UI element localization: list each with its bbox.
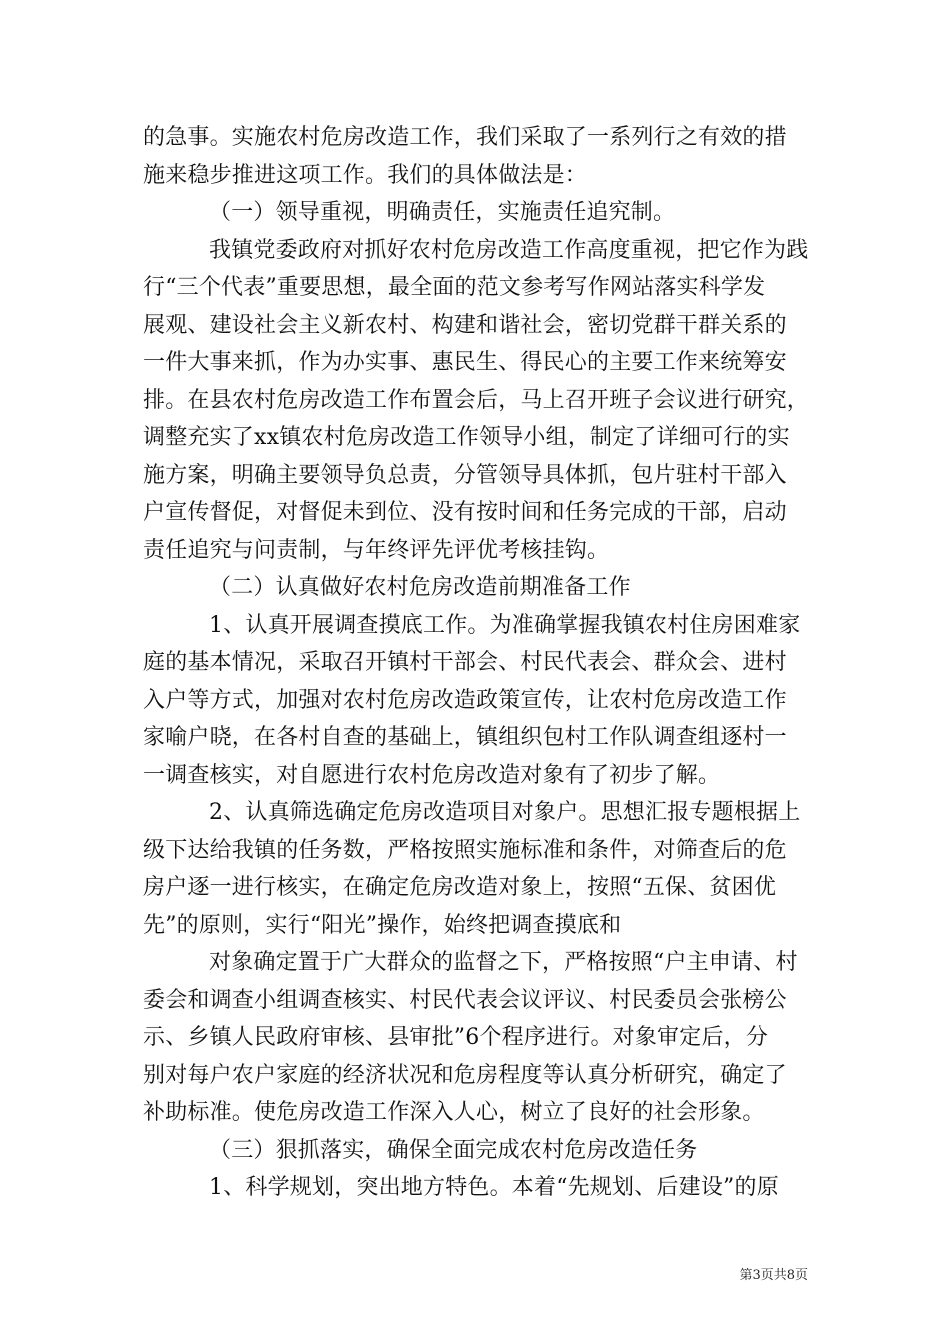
document-body	[143, 119, 823, 1207]
text-line: （一）领导重视，明确责任，实施责任追究制。	[209, 200, 676, 225]
text-line: 别对每户农户家庭的经济状况和危房程度等认真分析研究，确定了	[143, 1062, 787, 1088]
text-line: 一调查核实，对自愿进行农村危房改造对象有了初步了解。	[143, 762, 721, 788]
text-line: 施方案，明确主要领导负总责，分管领导具体抓，包片驻村干部入	[143, 462, 787, 488]
text-line: 行“三个代表”重要思想，最全面的范文参考写作网站落实科学发	[143, 275, 766, 300]
text-line: 2、认真筛选确定危房改造项目对象户。思想汇报专题根据上	[209, 800, 801, 825]
text-line: 1、认真开展调查摸底工作。为准确掌握我镇农村住房困难家	[209, 612, 801, 638]
text-line: （二）认真做好农村危房改造前期准备工作	[209, 575, 631, 600]
text-line: 委会和调查小组调查核实、村民代表会议评议、村民委员会张榜公	[143, 987, 787, 1013]
text-line: 家喻户晓，在各村自查的基础上，镇组织包村工作队调查组逐村一	[143, 725, 787, 750]
text-line: 补助标准。使危房改造工作深入人心，树立了良好的社会形象。	[143, 1100, 765, 1125]
text-line: 对象确定置于广大群众的监督之下，严格按照“户主申请、村	[209, 950, 798, 975]
text-line: 调整充实了xx镇农村危房改造工作领导小组，制定了详细可行的实	[143, 425, 790, 450]
text-line: 户宣传督促，对督促未到位、没有按时间和任务完成的干部，启动	[143, 500, 787, 525]
text-line: 施来稳步推进这项工作。我们的具体做法是：	[143, 162, 588, 188]
text-line: 入户等方式，加强对农村危房改造政策宣传，让农村危房改造工作	[143, 687, 787, 713]
text-line: 庭的基本情况，采取召开镇村干部会、村民代表会、群众会、进村	[143, 650, 787, 675]
text-line: 展观、建设社会主义新农村、构建和谐社会，密切党群干群关系的	[143, 312, 787, 338]
text-line: 我镇党委政府对抓好农村危房改造工作高度重视，把它作为践	[209, 237, 809, 263]
text-line: 的急事。实施农村危房改造工作，我们采取了一系列行之有效的措	[143, 125, 787, 150]
text-line: 责任追究与问责制，与年终评先评优考核挂钩。	[143, 537, 610, 563]
text-line: 级下达给我镇的任务数，严格按照实施标准和条件，对筛查后的危	[143, 837, 787, 863]
text-line: 房户逐一进行核实，在确定危房改造对象上，按照“五保、贫困优	[143, 875, 777, 900]
page-number: 第3页共8页	[739, 1268, 808, 1283]
text-line: 先”的原则，实行“阳光”操作，始终把调查摸底和	[143, 912, 622, 938]
text-line: 1、科学规划，突出地方特色。本着“先规划、后建设”的原	[209, 1175, 779, 1200]
text-line: 一件大事来抓，作为办实事、惠民生、得民心的主要工作来统筹安	[143, 350, 787, 375]
text-line: 排。在县农村危房改造工作布置会后，马上召开班子会议进行研究，	[143, 387, 810, 413]
text-line: （三）狠抓落实，确保全面完成农村危房改造任务	[209, 1137, 698, 1163]
text-line: 示、乡镇人民政府审核、县审批”6个程序进行。对象审定后，分	[143, 1025, 769, 1050]
